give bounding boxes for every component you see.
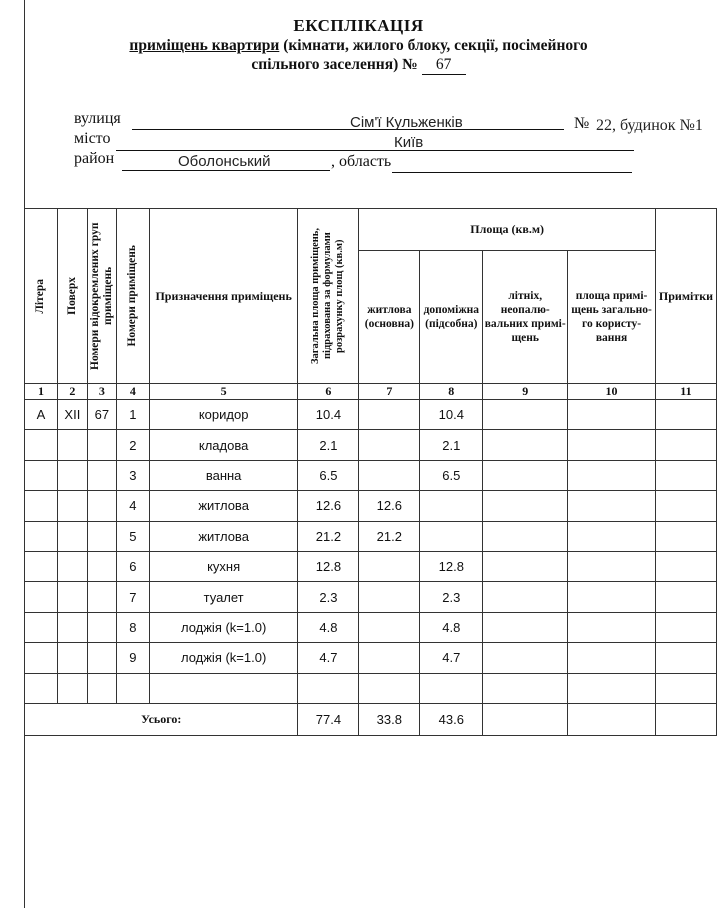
- header-summer: літніх, неопалю-вальних примі-щень: [483, 251, 568, 384]
- header-total-area: Загальна площа приміщень, підрахована за формулами розрахунку площ (кв.м): [298, 209, 359, 384]
- header-liter: Літера: [25, 209, 58, 384]
- cell-room-number: 8: [116, 612, 149, 642]
- cell-notes: [655, 612, 716, 642]
- header-area-group: Площа (кв.м): [359, 209, 656, 251]
- cell-notes: [655, 673, 716, 703]
- table-row: [25, 430, 717, 460]
- header-common-use: площа примі-щень загально-го користу-вання: [568, 251, 656, 384]
- cell-group: [87, 521, 116, 551]
- table-row: [25, 460, 717, 490]
- cell-auxiliary-area: [420, 673, 483, 703]
- column-number: 9: [483, 384, 568, 400]
- totals-auxiliary-area: 43.6: [420, 703, 483, 735]
- document-title: ЕКСПЛІКАЦІЯ: [293, 16, 424, 35]
- cell-auxiliary-area: 2.3: [420, 582, 483, 612]
- district-line: [122, 170, 330, 171]
- header-notes: Примітки: [655, 209, 716, 384]
- cell-group: [87, 643, 116, 673]
- column-number: 7: [359, 384, 420, 400]
- cell-total-area: 12.6: [298, 491, 359, 521]
- cell-summer-area: [483, 400, 568, 430]
- cell-purpose: житлова: [149, 521, 298, 551]
- cell-group: [87, 551, 116, 581]
- cell-liter: [25, 491, 58, 521]
- cell-summer-area: [483, 491, 568, 521]
- street-label: вулиця: [74, 110, 121, 127]
- column-number: 3: [87, 384, 116, 400]
- cell-purpose: житлова: [149, 491, 298, 521]
- totals-living-area: 33.8: [359, 703, 420, 735]
- cell-floor: [57, 521, 87, 551]
- cell-purpose: туалет: [149, 582, 298, 612]
- cell-liter: А: [25, 400, 58, 430]
- cell-living-area: 21.2: [359, 521, 420, 551]
- number-label: №: [574, 115, 590, 132]
- cell-total-area: 12.8: [298, 551, 359, 581]
- cell-notes: [655, 521, 716, 551]
- table-row: [25, 400, 717, 430]
- header-floor: Поверх: [57, 209, 87, 384]
- cell-group: [87, 673, 116, 703]
- cell-liter: [25, 430, 58, 460]
- cell-total-area: 2.1: [298, 430, 359, 460]
- cell-summer-area: [483, 612, 568, 642]
- cell-summer-area: [483, 551, 568, 581]
- cell-summer-area: [483, 643, 568, 673]
- cell-common-area: [568, 460, 656, 490]
- cell-common-area: [568, 491, 656, 521]
- cell-group: [87, 430, 116, 460]
- cell-common-area: [568, 521, 656, 551]
- column-number: 6: [298, 384, 359, 400]
- apartment-number: 67: [422, 56, 466, 75]
- cell-purpose: лоджія (k=1.0): [149, 612, 298, 642]
- cell-total-area: 6.5: [298, 460, 359, 490]
- table-row: [25, 643, 717, 673]
- cell-room-number: 1: [116, 400, 149, 430]
- cell-notes: [655, 491, 716, 521]
- cell-common-area: [568, 673, 656, 703]
- cell-floor: [57, 551, 87, 581]
- column-number: 1: [25, 384, 58, 400]
- cell-common-area: [568, 643, 656, 673]
- cell-group: [87, 460, 116, 490]
- cell-room-number: 9: [116, 643, 149, 673]
- cell-common-area: [568, 551, 656, 581]
- cell-notes: [655, 582, 716, 612]
- cell-floor: [57, 430, 87, 460]
- cell-liter: [25, 460, 58, 490]
- city-value: Київ: [394, 134, 424, 151]
- column-number: 4: [116, 384, 149, 400]
- header-group: Номери відокремлених груп приміщень: [87, 209, 116, 384]
- column-number: 10: [568, 384, 656, 400]
- street-line: [132, 129, 564, 130]
- cell-total-area: 4.8: [298, 612, 359, 642]
- column-number: 11: [655, 384, 716, 400]
- cell-living-area: [359, 551, 420, 581]
- cell-floor: [57, 673, 87, 703]
- header-auxiliary: допоміжна (підсобна): [420, 251, 483, 384]
- cell-auxiliary-area: 10.4: [420, 400, 483, 430]
- district-value: Оболонський: [178, 153, 271, 170]
- cell-total-area: [298, 673, 359, 703]
- cell-common-area: [568, 582, 656, 612]
- cell-auxiliary-area: 4.7: [420, 643, 483, 673]
- cell-summer-area: [483, 430, 568, 460]
- cell-common-area: [568, 612, 656, 642]
- cell-summer-area: [483, 521, 568, 551]
- table-row: [25, 582, 717, 612]
- cell-total-area: 2.3: [298, 582, 359, 612]
- cell-living-area: 12.6: [359, 491, 420, 521]
- cell-auxiliary-area: 2.1: [420, 430, 483, 460]
- subtitle-rest: (кімнати, жилого блоку, секції, посімейного: [279, 37, 588, 54]
- cell-floor: [57, 612, 87, 642]
- cell-liter: [25, 643, 58, 673]
- table-row: [25, 551, 717, 581]
- table-row: [25, 491, 717, 521]
- number-value: 22, будинок №1: [596, 117, 703, 134]
- subtitle-line2: спільного заселення) №: [251, 56, 418, 73]
- cell-floor: [57, 582, 87, 612]
- cell-room-number: 5: [116, 521, 149, 551]
- column-number-row: [25, 384, 717, 400]
- cell-floor: [57, 491, 87, 521]
- column-number: 8: [420, 384, 483, 400]
- cell-summer-area: [483, 460, 568, 490]
- totals-notes: [655, 703, 716, 735]
- cell-room-number: 4: [116, 491, 149, 521]
- totals-common-area: [568, 703, 656, 735]
- cell-purpose: [149, 673, 298, 703]
- cell-common-area: [568, 400, 656, 430]
- cell-living-area: [359, 643, 420, 673]
- cell-notes: [655, 430, 716, 460]
- header-purpose: Призначення приміщень: [149, 209, 298, 384]
- cell-floor: [57, 643, 87, 673]
- cell-common-area: [568, 430, 656, 460]
- cell-group: [87, 612, 116, 642]
- district-label: район: [74, 150, 115, 167]
- cell-living-area: [359, 460, 420, 490]
- explication-table: [24, 208, 717, 736]
- cell-liter: [25, 551, 58, 581]
- cell-purpose: лоджія (k=1.0): [149, 643, 298, 673]
- cell-room-number: 2: [116, 430, 149, 460]
- cell-living-area: [359, 400, 420, 430]
- cell-total-area: 21.2: [298, 521, 359, 551]
- document-subtitle-line2: [0, 56, 717, 75]
- table-row: [25, 521, 717, 551]
- header-living: житлова (основна): [359, 251, 420, 384]
- totals-row: [25, 703, 717, 735]
- document-subtitle: [0, 37, 717, 55]
- column-number: 2: [57, 384, 87, 400]
- cell-room-number: 6: [116, 551, 149, 581]
- table-row: [25, 612, 717, 642]
- cell-living-area: [359, 430, 420, 460]
- cell-auxiliary-area: 4.8: [420, 612, 483, 642]
- cell-notes: [655, 400, 716, 430]
- cell-auxiliary-area: 6.5: [420, 460, 483, 490]
- header-room-number: Номери приміщень: [116, 209, 149, 384]
- cell-group: [87, 582, 116, 612]
- cell-group: 67: [87, 400, 116, 430]
- totals-label: Усього:: [25, 703, 298, 735]
- cell-purpose: кладова: [149, 430, 298, 460]
- cell-purpose: коридор: [149, 400, 298, 430]
- cell-auxiliary-area: [420, 521, 483, 551]
- cell-living-area: [359, 582, 420, 612]
- table-row: [25, 673, 717, 703]
- cell-purpose: ванна: [149, 460, 298, 490]
- cell-floor: XII: [57, 400, 87, 430]
- cell-purpose: кухня: [149, 551, 298, 581]
- cell-auxiliary-area: [420, 491, 483, 521]
- cell-summer-area: [483, 673, 568, 703]
- cell-summer-area: [483, 582, 568, 612]
- subtitle-underlined: приміщень квартири: [129, 37, 280, 54]
- cell-notes: [655, 460, 716, 490]
- cell-liter: [25, 612, 58, 642]
- cell-liter: [25, 673, 58, 703]
- cell-notes: [655, 643, 716, 673]
- region-line: [392, 172, 632, 173]
- region-label: , область: [331, 153, 392, 170]
- city-label: місто: [74, 130, 111, 147]
- city-line: [116, 150, 634, 151]
- cell-room-number: [116, 673, 149, 703]
- cell-living-area: [359, 673, 420, 703]
- cell-notes: [655, 551, 716, 581]
- cell-liter: [25, 521, 58, 551]
- totals-summer-area: [483, 703, 568, 735]
- cell-room-number: 3: [116, 460, 149, 490]
- cell-room-number: 7: [116, 582, 149, 612]
- totals-total-area: 77.4: [298, 703, 359, 735]
- cell-floor: [57, 460, 87, 490]
- street-value: Сім'ї Кульженків: [350, 114, 463, 131]
- cell-auxiliary-area: 12.8: [420, 551, 483, 581]
- cell-living-area: [359, 612, 420, 642]
- cell-liter: [25, 582, 58, 612]
- cell-total-area: 4.7: [298, 643, 359, 673]
- column-number: 5: [149, 384, 298, 400]
- cell-total-area: 10.4: [298, 400, 359, 430]
- cell-group: [87, 491, 116, 521]
